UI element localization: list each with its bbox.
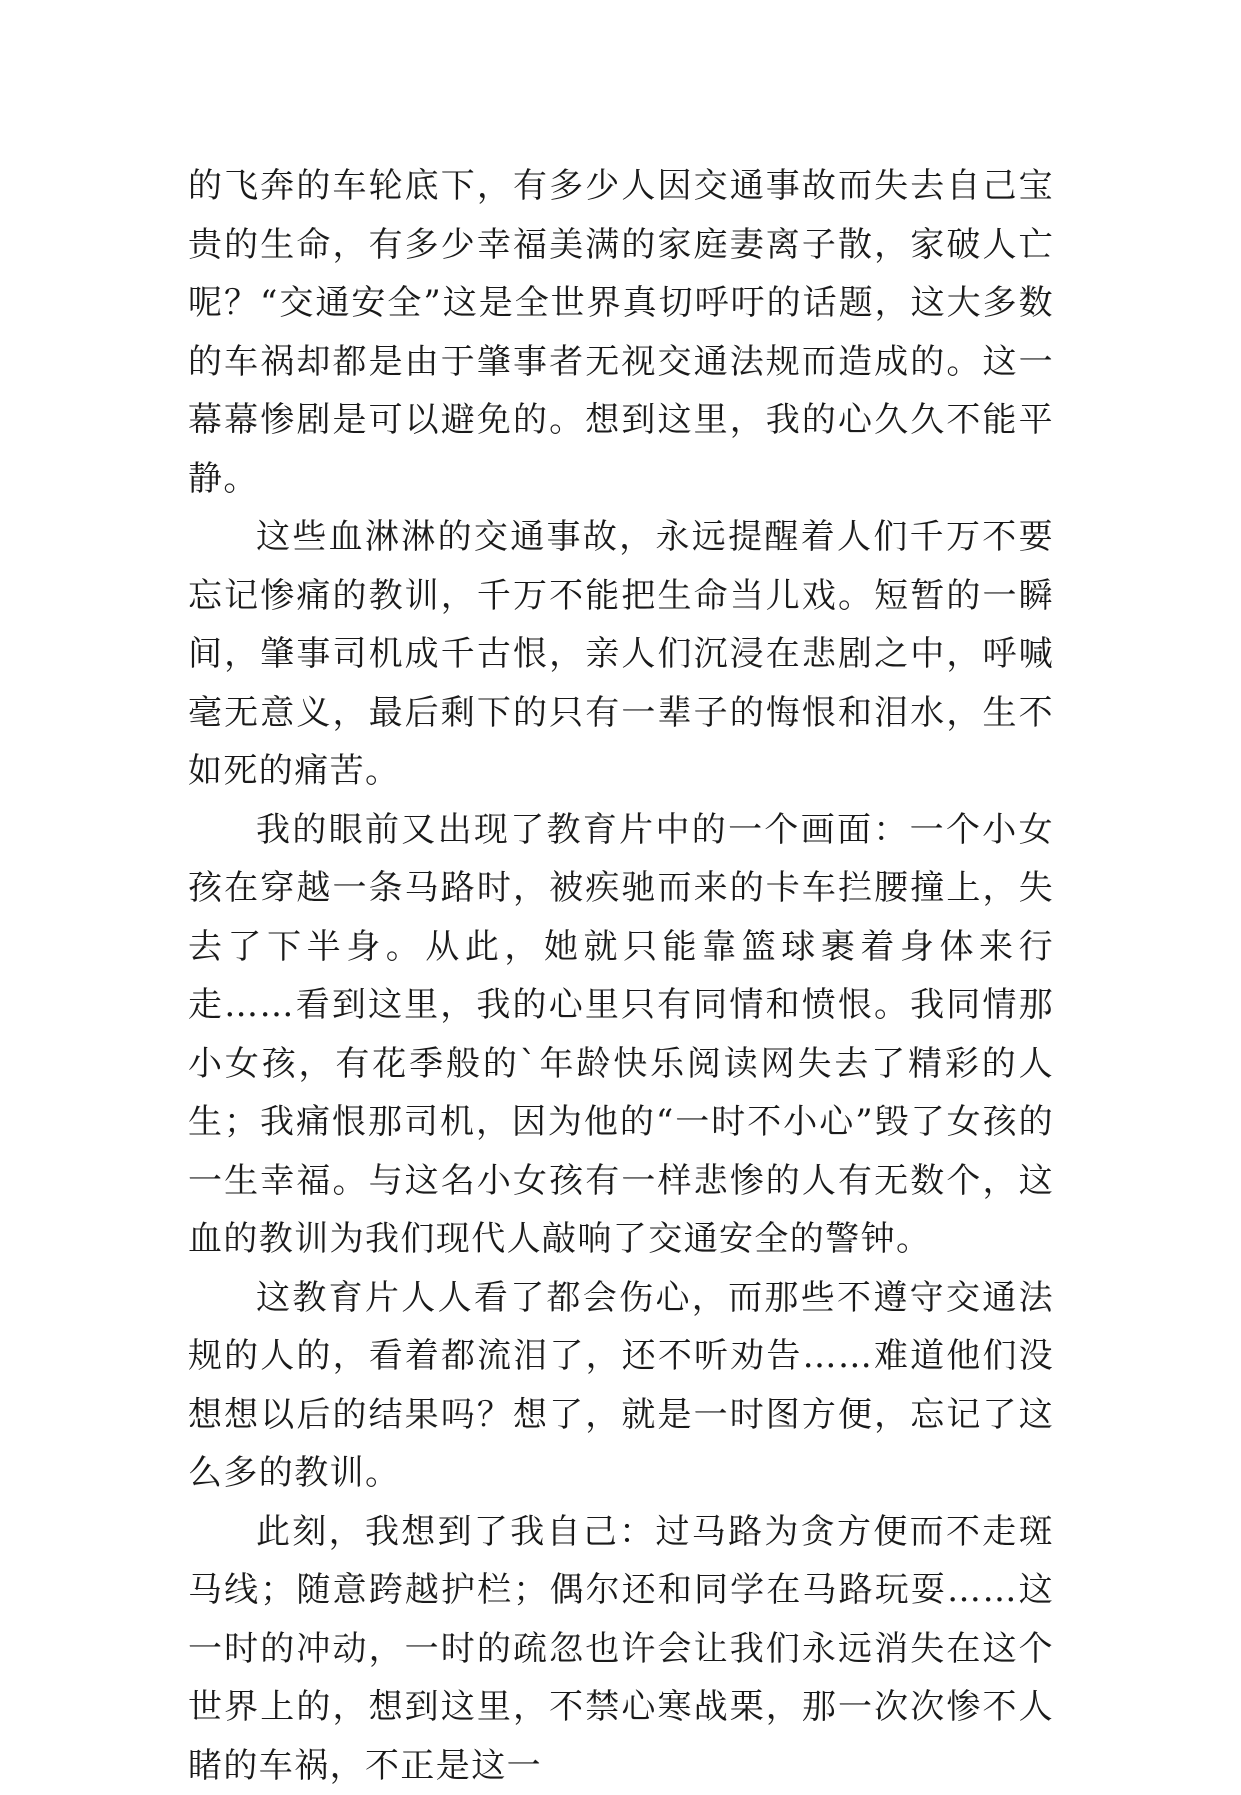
paragraph: 此刻，我想到了我自己：过马路为贪方便而不走斑马线；随意跨越护栏；偶尔还和同学在马路玩耍……这一时的冲动，一时的疏忽也许会让我们永远消失在这个世界上的，想到这里，不禁心寒战栗，那一次次惨不人睹的车祸，不正是这一	[188, 1503, 1054, 1795]
document-body	[188, 157, 1054, 1795]
paragraph: 这教育片人人看了都会伤心，而那些不遵守交通法规的人的，看着都流泪了，还不听劝告……难道他们没想想以后的结果吗？想了，就是一时图方便，忘记了这么多的教训。	[188, 1269, 1054, 1503]
paragraph: 这些血淋淋的交通事故，永远提醒着人们千万不要忘记惨痛的教训，千万不能把生命当儿戏。短暂的一瞬间，肇事司机成千古恨，亲人们沉浸在悲剧之中，呼喊毫无意义，最后剩下的只有一辈子的悔恨和泪水，生不如死的痛苦。	[188, 508, 1054, 801]
paragraph: 我的眼前又出现了教育片中的一个画面：一个小女孩在穿越一条马路时，被疾驰而来的卡车拦腰撞上，失去了下半身。从此，她就只能靠篮球裹着身体来行走……看到这里，我的心里只有同情和愤恨。我同情那小女孩，有花季般的`年龄快乐阅读网失去了精彩的人生；我痛恨那司机，因为他的“一时不小心”毁了女孩的一生幸福。与这名小女孩有一样悲惨的人有无数个，这血的教训为我们现代人敲响了交通安全的警钟。	[188, 801, 1054, 1269]
paragraph-continued: 的飞奔的车轮底下，有多少人因交通事故而失去自己宝贵的生命，有多少幸福美满的家庭妻离子散，家破人亡呢？“交通安全”这是全世界真切呼吁的话题，这大多数的车祸却都是由于肇事者无视交通法规而造成的。这一幕幕惨剧是可以避免的。想到这里，我的心久久不能平静。	[188, 157, 1054, 508]
